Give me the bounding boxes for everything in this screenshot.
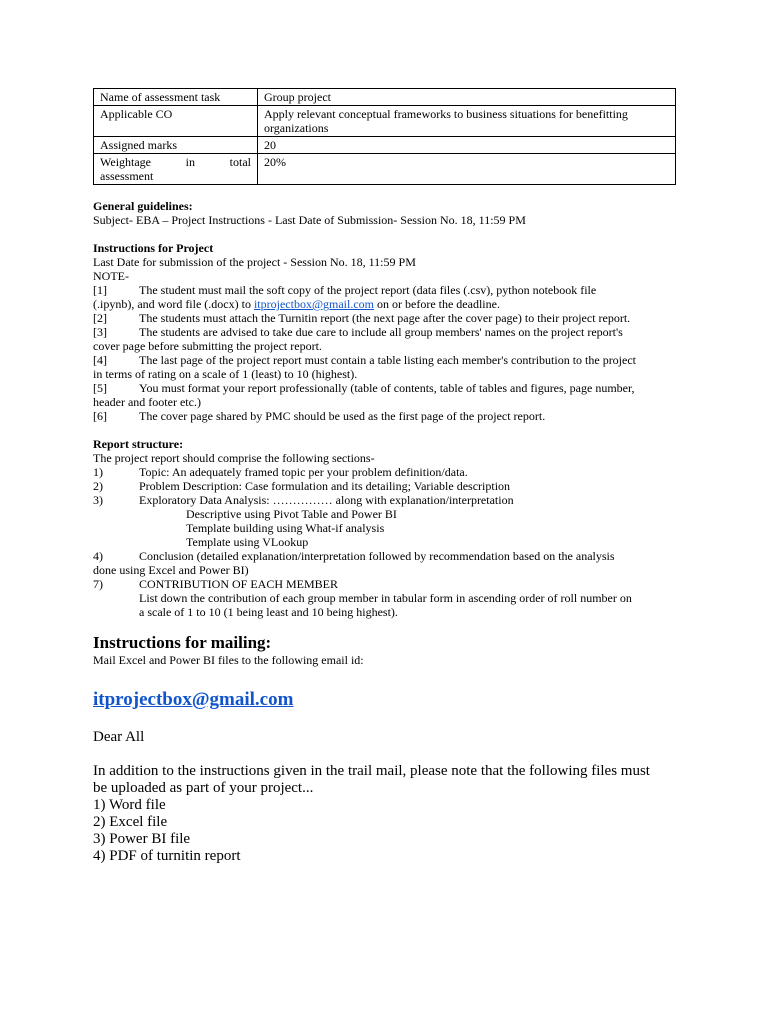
table-row bbox=[94, 154, 676, 185]
table-value: 20% bbox=[258, 154, 676, 185]
item-continuation: cover page before submitting the project report. bbox=[93, 339, 322, 353]
item-text: The cover page shared by PMC should be used as the first page of the project report. bbox=[139, 409, 546, 423]
item-number: [6] bbox=[93, 409, 107, 423]
item-text: Exploratory Data Analysis: …………… along with explanation/interpretation bbox=[139, 493, 514, 507]
mailing-heading: Instructions for mailing: bbox=[93, 633, 272, 652]
list-item bbox=[93, 353, 676, 367]
file-item: 3) Power BI file bbox=[93, 831, 191, 847]
list-item bbox=[93, 409, 676, 423]
item-text: Problem Description: Case formulation and its detailing; Variable description bbox=[139, 479, 511, 493]
table-row bbox=[94, 89, 676, 106]
table-key: Name of assessment task bbox=[94, 89, 258, 106]
item-text: Conclusion (detailed explanation/interpretation followed by recommendation based on the analysis bbox=[139, 549, 615, 563]
sub-item: a scale of 1 to 10 (1 being least and 10 being highest). bbox=[139, 605, 398, 619]
item-text: (.ipynb), and word file (.docx) to bbox=[93, 297, 254, 311]
item-text: The students must attach the Turnitin report (the next page after the cover page) to their project report. bbox=[139, 311, 631, 325]
letter-body bbox=[93, 729, 676, 865]
greeting: Dear All bbox=[93, 729, 145, 745]
table-value: 20 bbox=[258, 137, 676, 154]
general-heading: General guidelines: bbox=[93, 199, 193, 213]
file-item: 2) Excel file bbox=[93, 814, 168, 830]
table-row bbox=[94, 137, 676, 154]
item-number: 4) bbox=[93, 549, 103, 563]
item-number: 7) bbox=[93, 577, 103, 591]
project-heading: Instructions for Project bbox=[93, 241, 214, 255]
section-item bbox=[93, 549, 676, 563]
item-number: 3) bbox=[93, 493, 103, 507]
item-continuation: done using Excel and Power BI) bbox=[93, 563, 249, 577]
section-item bbox=[93, 465, 676, 479]
item-number: [1] bbox=[93, 283, 107, 297]
letter-paragraph: In addition to the instructions given in the trail mail, please note that the following files must bbox=[93, 763, 650, 779]
item-text: CONTRIBUTION OF EACH MEMBER bbox=[139, 577, 339, 591]
sub-item: Descriptive using Pivot Table and Power BI bbox=[186, 507, 397, 521]
table-row bbox=[94, 106, 676, 137]
table-key: Assigned marks bbox=[94, 137, 258, 154]
general-guidelines bbox=[93, 199, 676, 227]
project-instructions bbox=[93, 241, 676, 423]
subject-line: Subject- EBA – Project Instructions - Last Date of Submission- Session No. 18, 11:59 PM bbox=[93, 213, 526, 227]
file-item: 4) PDF of turnitin report bbox=[93, 848, 241, 864]
item-number: [4] bbox=[93, 353, 107, 367]
item-text: Topic: An adequately framed topic per your problem definition/data. bbox=[139, 465, 468, 479]
email-link-large[interactable]: itprojectbox@gmail.com bbox=[93, 689, 294, 710]
table-key-word: assessment bbox=[100, 169, 154, 183]
section-item bbox=[93, 493, 676, 507]
mailing-text: Mail Excel and Power BI files to the following email id: bbox=[93, 653, 364, 667]
table-key: Applicable CO bbox=[94, 106, 258, 137]
item-number: 2) bbox=[93, 479, 103, 493]
table-key-word: total bbox=[229, 155, 251, 169]
list-item bbox=[93, 381, 676, 395]
item-text: You must format your report professionally (table of contents, table of tables and figures, page number, bbox=[139, 381, 635, 395]
table-key-word: Weightage bbox=[100, 155, 152, 169]
email-link[interactable]: itprojectbox@gmail.com bbox=[253, 297, 374, 311]
sub-item: Template using VLookup bbox=[186, 535, 309, 549]
sub-item: List down the contribution of each group member in tabular form in ascending order of roll number on bbox=[139, 591, 632, 605]
item-number: [2] bbox=[93, 311, 107, 325]
assessment-table bbox=[93, 88, 676, 185]
section-item bbox=[93, 577, 676, 591]
item-text: The last page of the project report must contain a table listing each member's contribution to the project bbox=[139, 353, 637, 367]
table-key-word: in bbox=[185, 155, 196, 169]
list-item bbox=[93, 325, 676, 339]
table-value: Group project bbox=[258, 89, 676, 106]
table-key bbox=[94, 154, 258, 185]
report-intro: The project report should comprise the following sections- bbox=[93, 451, 375, 465]
document-page bbox=[93, 88, 676, 865]
report-heading: Report structure: bbox=[93, 437, 184, 451]
note-label: NOTE- bbox=[93, 269, 129, 283]
item-continuation bbox=[93, 297, 676, 311]
table-value: Apply relevant conceptual frameworks to business situations for benefitting organizations bbox=[258, 106, 676, 137]
letter-paragraph: be uploaded as part of your project... bbox=[93, 780, 314, 796]
file-item: 1) Word file bbox=[93, 797, 166, 813]
item-number: [3] bbox=[93, 325, 107, 339]
item-continuation: in terms of rating on a scale of 1 (least) to 10 (highest). bbox=[93, 367, 358, 381]
section-item bbox=[93, 479, 676, 493]
report-structure bbox=[93, 437, 676, 619]
list-item bbox=[93, 283, 676, 297]
item-text: The student must mail the soft copy of the project report (data files (.csv), python notebook file bbox=[139, 283, 597, 297]
item-text: The students are advised to take due care to include all group members' names on the project report's bbox=[139, 325, 623, 339]
item-number: [5] bbox=[93, 381, 107, 395]
item-text: on or before the deadline. bbox=[374, 297, 500, 311]
item-continuation: header and footer etc.) bbox=[93, 395, 201, 409]
last-date: Last Date for submission of the project - Session No. 18, 11:59 PM bbox=[93, 255, 416, 269]
sub-item: Template building using What-if analysis bbox=[186, 521, 385, 535]
list-item bbox=[93, 311, 676, 325]
item-number: 1) bbox=[93, 465, 103, 479]
